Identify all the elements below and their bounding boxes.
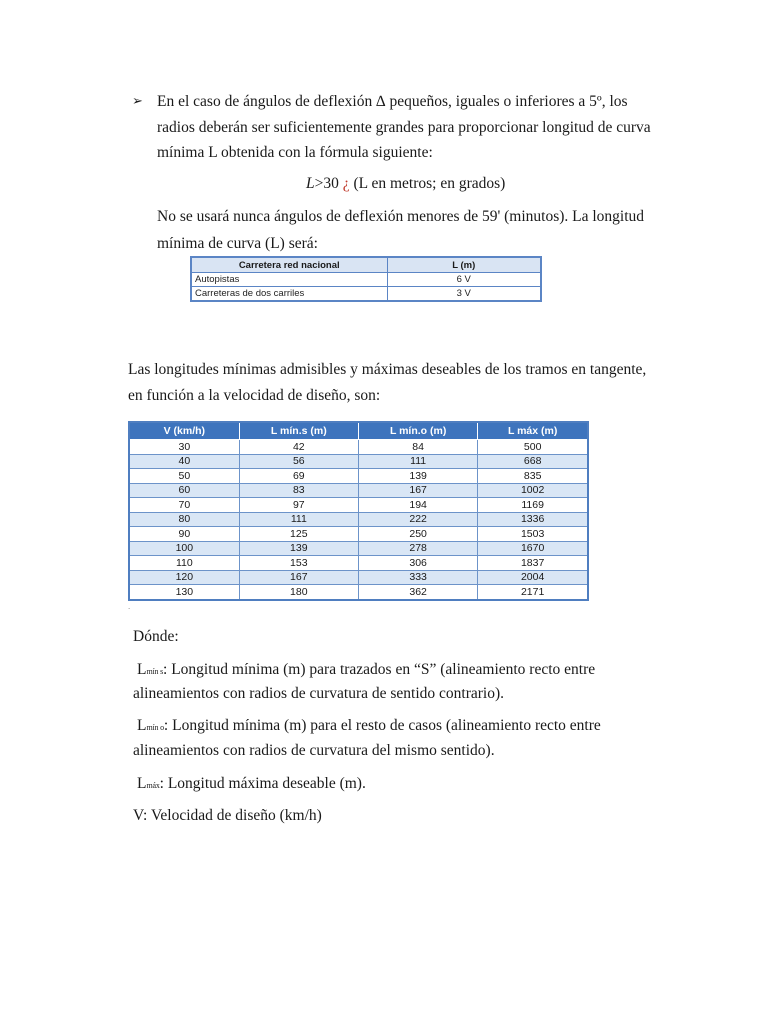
table-cell: 250 xyxy=(358,527,477,542)
table-cell: 130 xyxy=(129,585,239,600)
table-cell: 120 xyxy=(129,570,239,585)
formula-rest: (L en metros; en grados) xyxy=(349,175,506,192)
table-cell: 1837 xyxy=(478,556,588,571)
table-cell: 1503 xyxy=(478,527,588,542)
table-cell: 125 xyxy=(239,527,358,542)
table-cell: 222 xyxy=(358,512,477,527)
table-cell: 111 xyxy=(239,512,358,527)
table-cell: 333 xyxy=(358,570,477,585)
table-cell: 1002 xyxy=(478,483,588,498)
table-cell: 306 xyxy=(358,556,477,571)
table-row xyxy=(129,469,588,484)
table-row xyxy=(129,454,588,469)
def-lmins-cont: alineamientos con radios de curvatura de sentido contrario). xyxy=(133,685,505,702)
table-cell: 167 xyxy=(358,483,477,498)
table-cell: 1169 xyxy=(478,498,588,513)
table-cell: 90 xyxy=(129,527,239,542)
def-lmax xyxy=(137,774,366,796)
table-cell: 80 xyxy=(129,512,239,527)
table-cell: 278 xyxy=(358,541,477,556)
intro-line-5: mínima de curva (L) será: xyxy=(157,235,318,252)
table-row xyxy=(129,498,588,513)
def-v: V: Velocidad de diseño (km/h) xyxy=(133,807,322,824)
table-cell: 139 xyxy=(358,469,477,484)
table-cell: 111 xyxy=(358,454,477,469)
table-row xyxy=(191,287,541,302)
table-row xyxy=(129,512,588,527)
table-cell: 500 xyxy=(478,440,588,455)
table-header: V (km/h) xyxy=(129,422,239,440)
table-row xyxy=(191,273,541,287)
table-footnote-dot: . xyxy=(128,602,131,611)
bullet-arrow-icon: ➢ xyxy=(132,94,143,109)
table-cell: 668 xyxy=(478,454,588,469)
def-lmins-text: : Longitud mínima (m) para trazados en “S” (alineamiento recto entre xyxy=(163,661,596,678)
table-cell: Carreteras de dos carriles xyxy=(191,287,387,302)
paragraph2-line-1: Las longitudes mínimas admisibles y máximas deseables de los tramos en tangente, xyxy=(128,361,647,378)
table-cell: 1670 xyxy=(478,541,588,556)
table-row xyxy=(129,440,588,455)
table-cell: 50 xyxy=(129,469,239,484)
def-lmino-sub: mín o xyxy=(146,723,164,732)
table-cell: 97 xyxy=(239,498,358,513)
table-row xyxy=(129,527,588,542)
donde-label: Dónde: xyxy=(133,628,179,645)
road-length-table xyxy=(190,256,542,302)
table-header: L (m) xyxy=(387,257,541,273)
def-lmino-text: : Longitud mínima (m) para el resto de casos (alineamiento recto entre xyxy=(163,717,601,734)
table-cell: 167 xyxy=(239,570,358,585)
table-cell: 30 xyxy=(129,440,239,455)
def-lmax-text: : Longitud máxima deseable (m). xyxy=(159,775,366,792)
table-cell: 83 xyxy=(239,483,358,498)
table-cell: 362 xyxy=(358,585,477,600)
table-cell: 84 xyxy=(358,440,477,455)
tangent-length-table xyxy=(128,421,589,601)
table-header: L mín.o (m) xyxy=(358,422,477,440)
table-cell: 100 xyxy=(129,541,239,556)
table-header: L máx (m) xyxy=(478,422,588,440)
table-cell: 835 xyxy=(478,469,588,484)
table-cell: 70 xyxy=(129,498,239,513)
def-lmino-cont: alineamientos con radios de curvatura del mismo sentido). xyxy=(133,742,495,759)
table-cell: 2004 xyxy=(478,570,588,585)
table-header: L mín.s (m) xyxy=(239,422,358,440)
table-cell: 40 xyxy=(129,454,239,469)
table-row xyxy=(129,556,588,571)
def-lmins-l: L xyxy=(137,661,147,678)
table-cell: 2171 xyxy=(478,585,588,600)
def-lmino xyxy=(137,716,601,738)
intro-line-3: mínima L obtenida con la fórmula siguiente: xyxy=(157,144,433,161)
table-cell: 153 xyxy=(239,556,358,571)
formula-op: >30 xyxy=(314,175,339,192)
table-cell: 42 xyxy=(239,440,358,455)
table-row xyxy=(129,570,588,585)
table-cell: Autopistas xyxy=(191,273,387,287)
intro-line-4: No se usará nunca ángulos de deflexión menores de 59' (minutos). La longitud xyxy=(157,208,645,225)
def-lmins xyxy=(137,660,595,682)
def-lmins-sub: mín s xyxy=(146,667,164,676)
formula xyxy=(306,175,505,193)
formula-lhs: L xyxy=(306,175,315,192)
table-cell: 60 xyxy=(129,483,239,498)
table-cell: 110 xyxy=(129,556,239,571)
table-cell: 1336 xyxy=(478,512,588,527)
table-cell: 56 xyxy=(239,454,358,469)
table-header: Carretera red nacional xyxy=(191,257,387,273)
table-cell: 194 xyxy=(358,498,477,513)
intro-line-2: radios deberán ser suficientemente grandes para proporcionar longitud de curva xyxy=(157,119,651,136)
table-cell: 180 xyxy=(239,585,358,600)
table-row xyxy=(129,585,588,600)
def-lmax-sub: máx xyxy=(146,781,160,790)
def-lmax-l: L xyxy=(137,775,147,792)
intro-line-1: En el caso de ángulos de deflexión ∆ pequeños, iguales o inferiores a 5º, los xyxy=(157,93,628,110)
table-cell: 3 V xyxy=(387,287,541,302)
paragraph2-line-2: en función a la velocidad de diseño, son: xyxy=(128,387,381,404)
table-row xyxy=(129,483,588,498)
table-cell: 69 xyxy=(239,469,358,484)
table-cell: 6 V xyxy=(387,273,541,287)
table-cell: 139 xyxy=(239,541,358,556)
table-row xyxy=(129,541,588,556)
formula-glyph: ¿ xyxy=(342,175,350,192)
def-lmino-l: L xyxy=(137,717,147,734)
